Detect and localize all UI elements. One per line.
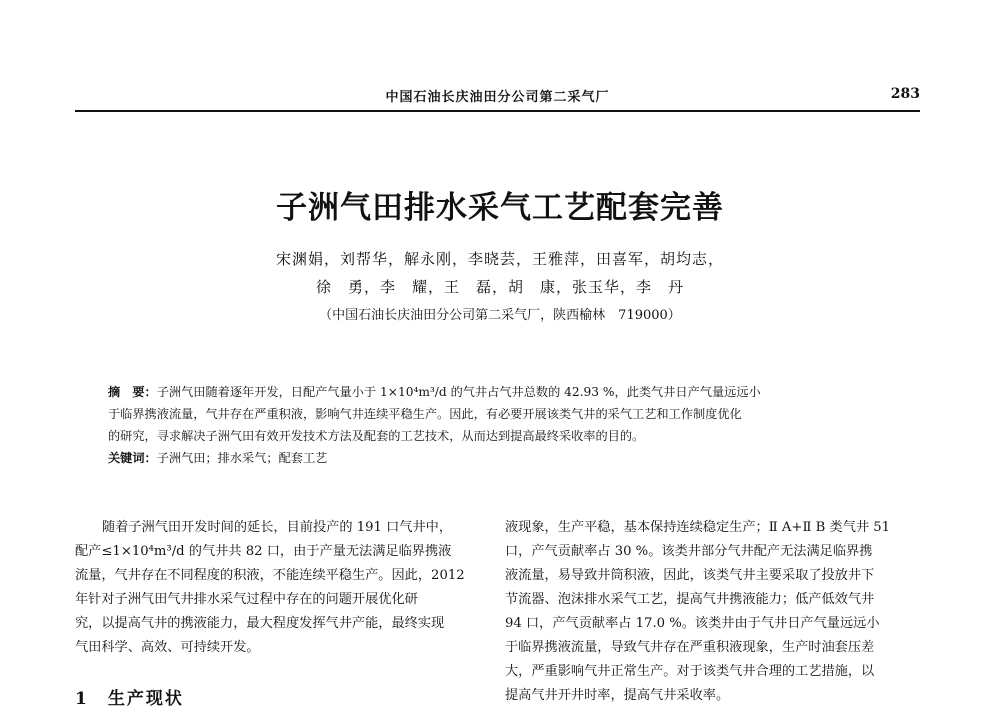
abstract-line bbox=[108, 381, 888, 403]
paper-title: 子洲气田排水采气工艺配套完善 bbox=[276, 190, 724, 226]
body-line: 大，严重影响气井正常生产。对于该类气井合理的工艺措施，以 bbox=[505, 664, 875, 679]
abstract-block bbox=[108, 381, 888, 469]
running-header bbox=[75, 86, 920, 108]
header-page-number: 283 bbox=[890, 86, 920, 102]
header-journal-name: 中国石油长庆油田分公司第二采气厂 bbox=[385, 90, 610, 105]
abstract-label: 摘 要： bbox=[108, 385, 157, 399]
body-column-left bbox=[75, 516, 498, 660]
body-line: 94 口，产气贡献率占 17.0 %。该类井由于气井日产气量远远小 bbox=[505, 616, 880, 631]
keywords-text: 子洲气田；排水采气；配套工艺 bbox=[156, 451, 328, 465]
abstract-line: 的研究，寻求解决子洲气田有效开发技术方法及配套的工艺技术，从而达到提高最终采收率的目的。 bbox=[108, 429, 645, 443]
abstract-line: 于临界携液流量，气井存在严重积液，影响气井连续平稳生产。因此，有必要开展该类气井的采气工艺和工作制度优化 bbox=[108, 407, 742, 421]
body-column-right bbox=[505, 516, 923, 708]
body-line: 液流量，易导致井筒积液，因此，该类气井主要采取了投放井下 bbox=[505, 568, 875, 583]
body-line: 流量，气井存在不同程度的积液，不能连续平稳生产。因此，2012 bbox=[75, 568, 465, 583]
body-line: 气田科学、高效、可持续开发。 bbox=[75, 640, 260, 655]
body-line: 随着子洲气田开发时间的延长，目前投产的 191 口气井中， bbox=[102, 520, 453, 535]
body-line: 提高气井开井时率，提高气井采收率。 bbox=[505, 688, 730, 703]
author-list-line-1: 宋渊娟，刘帮华，解永刚，李晓芸，王雅萍，田喜军，胡均志， bbox=[275, 250, 724, 268]
header-rule bbox=[75, 110, 920, 112]
keywords-line bbox=[108, 447, 888, 469]
body-line: 配产≤1×10⁴m³/d 的气井共 82 口，由于产量无法满足临界携液 bbox=[75, 544, 452, 559]
body-line: 年针对子洲气田气井排水采气过程中存在的问题开展优化研 bbox=[75, 592, 418, 607]
section-heading: 1 生产现状 bbox=[75, 689, 184, 709]
body-line: 口，产气贡献率占 30 %。该类井部分气井配产无法满足临界携 bbox=[505, 544, 873, 559]
body-line: 液现象，生产平稳，基本保持连续稳定生产；Ⅱ A+Ⅱ B 类气井 51 bbox=[505, 520, 891, 535]
body-line: 于临界携液流量，导致气井存在严重积液现象，生产时油套压差 bbox=[505, 640, 875, 655]
author-affiliation: （中国石油长庆油田分公司第二采气厂，陕西榆林 719000） bbox=[319, 308, 681, 323]
keywords-label: 关键词： bbox=[108, 451, 157, 465]
body-line: 节流器、泡沫排水采气工艺，提高气井携液能力；低产低效气井 bbox=[505, 592, 875, 607]
abstract-text: 子洲气田随着逐年开发，日配产气量小于 1×10⁴m³/d 的气井占气井总数的 42.93 %，此类气井日产气量远远小 bbox=[156, 385, 761, 399]
body-line: 究，以提高气井的携液能力，最大程度发挥气井产能，最终实现 bbox=[75, 616, 445, 631]
author-list-line-2: 徐 勇，李 耀，王 磊，胡 康，张玉华，李 丹 bbox=[315, 278, 684, 296]
